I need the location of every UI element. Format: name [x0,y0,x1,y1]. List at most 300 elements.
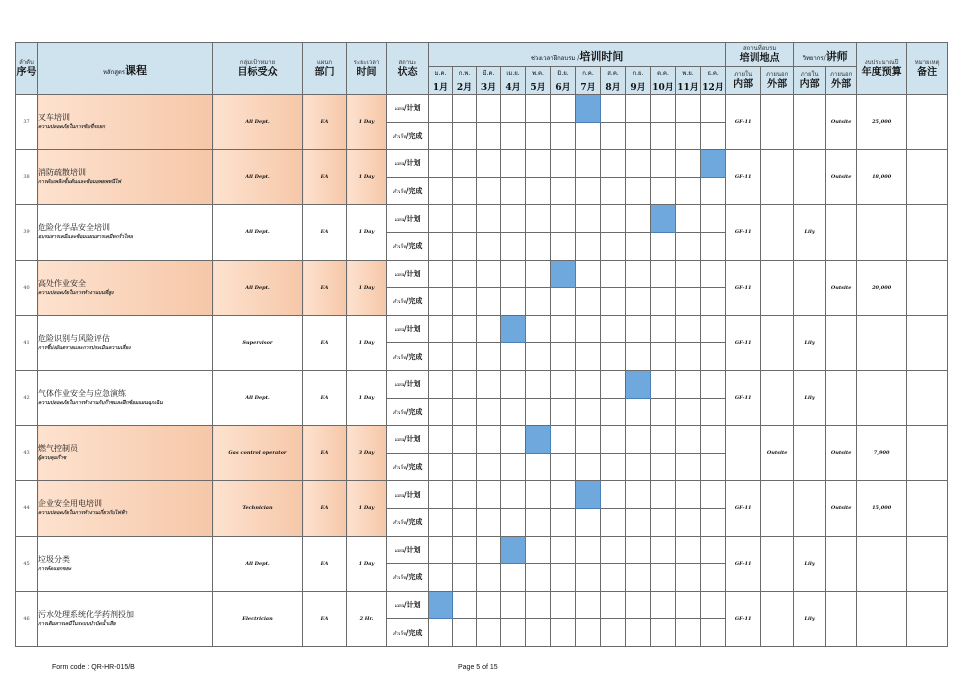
row-course [38,536,213,591]
plan-cell [429,481,453,509]
done-cell [526,232,551,260]
plan-mark [576,481,601,509]
row-course [38,481,213,536]
plan-cell [601,205,626,233]
header-month-2: ก.พ. 2月 [453,67,477,95]
status-done-cn: /完成 [405,572,423,582]
done-cell [651,619,676,647]
plan-cell [626,315,651,343]
done-cell [676,122,701,150]
plan-mark [501,536,526,564]
done-cell [676,619,701,647]
status-plan [387,481,429,509]
done-cell [651,288,676,316]
status-done-cn: /完成 [405,406,423,416]
header-course: หลักสูตร课程 [38,43,213,95]
header-lecturer: วิทยากร/讲师 [794,43,857,67]
done-cell [601,122,626,150]
plan-cell [526,315,551,343]
plan-cell [701,205,726,233]
plan-cell [701,481,726,509]
plan-cell [601,536,626,564]
done-cell [576,619,601,647]
plan-cell [676,150,701,178]
course-name-cn: 燃气控制员 [38,444,78,454]
done-cell [676,564,701,592]
status-done-th: สำเร็จ [392,630,406,637]
header-month-12: ธ.ค. 12月 [701,67,726,95]
done-cell [701,177,726,205]
row-course [38,260,213,315]
plan-cell [601,481,626,509]
row-seq: 40 [16,260,38,315]
plan-cell [626,591,651,619]
row-target: Supervisor [213,315,303,370]
done-cell [526,122,551,150]
row-target: All Dept. [213,95,303,150]
status-plan-cn: /计划 [404,213,421,223]
status-plan-th: แผน [394,216,404,223]
done-cell [477,564,501,592]
header-month-4: เม.ย. 4月 [501,67,526,95]
done-cell [701,288,726,316]
row-place-inner: GF-11 [726,260,761,315]
row-lecturer-inner: Lily [794,370,826,425]
done-cell [601,564,626,592]
row-budget: 15,000 [857,481,907,536]
status-plan-cn: /计划 [404,158,421,168]
row-lecturer-outer [826,315,857,370]
done-cell [651,232,676,260]
done-cell [651,564,676,592]
row-seq: 37 [16,95,38,150]
plan-cell [551,95,576,123]
plan-cell [429,150,453,178]
row-target: All Dept. [213,536,303,591]
form-code: Form code : QR-HR-015/B [52,664,135,671]
header-lecturer-outer: ภายนอก 外部 [826,67,857,95]
plan-cell [477,150,501,178]
done-cell [626,122,651,150]
plan-cell [501,370,526,398]
row-place-inner: GF-11 [726,536,761,591]
plan-cell [429,426,453,454]
plan-cell [453,260,477,288]
row-place-inner [726,426,761,481]
plan-cell [651,426,676,454]
done-cell [676,232,701,260]
plan-cell [626,205,651,233]
done-cell [676,398,701,426]
row-course [38,150,213,205]
plan-cell [701,315,726,343]
plan-cell [453,95,477,123]
page-number: Page 5 of 15 [458,664,498,671]
done-cell [551,619,576,647]
header-dept: แผนก 部门 [303,43,347,95]
plan-cell [453,591,477,619]
row-seq: 46 [16,591,38,646]
plan-cell [526,536,551,564]
status-done-th: สำเร็จ [392,133,406,140]
plan-cell [576,426,601,454]
row-target: Gas control operator [213,426,303,481]
plan-cell [453,536,477,564]
row-lecturer-outer [826,536,857,591]
row-place-outer [761,481,794,536]
training-plan-table [15,42,948,647]
plan-cell [676,315,701,343]
plan-cell [501,591,526,619]
row-target: All Dept. [213,150,303,205]
done-cell [576,453,601,481]
plan-cell [576,150,601,178]
plan-mark [501,315,526,343]
row-place-outer [761,150,794,205]
course-name-cn: 企业安全用电培训 [38,499,102,509]
done-cell [501,288,526,316]
plan-cell [429,370,453,398]
plan-cell [676,260,701,288]
plan-cell [477,481,501,509]
row-budget: 18,000 [857,150,907,205]
plan-cell [477,205,501,233]
done-cell [601,508,626,536]
plan-cell [676,536,701,564]
plan-cell [651,536,676,564]
header-training-place: สถานที่อบรม 培训地点 [726,43,794,67]
plan-cell [651,370,676,398]
row-place-outer [761,315,794,370]
plan-cell [501,150,526,178]
header-month-7: ก.ค. 7月 [576,67,601,95]
status-done-th: สำเร็จ [392,244,406,251]
done-cell [477,508,501,536]
plan-cell [576,205,601,233]
row-remark [907,481,948,536]
table-row [16,591,948,619]
done-cell [477,122,501,150]
status-plan-th: แผน [394,106,404,113]
status-plan-th: แผน [394,547,404,554]
status-done [387,177,429,205]
row-seq: 43 [16,426,38,481]
done-cell [701,343,726,371]
row-dept: EA [303,95,347,150]
course-name-th: อบรมสารเคมีและซ้อมแผนสารเคมีหกรั่วไหล [38,234,133,241]
done-cell [676,288,701,316]
header-place-inner: ภายใน 内部 [726,67,761,95]
header-budget: งบประมาณปี 年度预算 [857,43,907,95]
status-done-th: สำเร็จ [392,520,406,527]
row-remark [907,205,948,260]
status-plan-cn: /计划 [404,599,421,609]
done-cell [701,398,726,426]
status-plan [387,150,429,178]
row-dept: EA [303,260,347,315]
done-cell [551,343,576,371]
plan-cell [651,481,676,509]
done-cell [429,122,453,150]
status-done [387,232,429,260]
status-plan-cn: /计划 [404,489,421,499]
status-done [387,564,429,592]
plan-cell [551,370,576,398]
done-cell [576,564,601,592]
done-cell [429,508,453,536]
course-name-th: ความปลอดภัยในการขับขี่รถยก [38,124,106,131]
status-done [387,508,429,536]
plan-cell [477,315,501,343]
status-plan-th: แผน [394,161,404,168]
row-dept: EA [303,205,347,260]
done-cell [576,122,601,150]
plan-cell [601,426,626,454]
plan-cell [526,150,551,178]
plan-cell [701,95,726,123]
status-done-cn: /完成 [405,296,423,306]
done-cell [626,453,651,481]
header-time: ระยะเวลา 时间 [347,43,387,95]
done-cell [477,343,501,371]
done-cell [501,564,526,592]
plan-cell [477,260,501,288]
row-seq: 41 [16,315,38,370]
plan-cell [676,591,701,619]
row-place-inner: GF-11 [726,150,761,205]
plan-cell [601,95,626,123]
status-plan [387,536,429,564]
plan-cell [429,205,453,233]
course-name-th: การเติมสารเคมีในระบบบำบัดน้ำเสีย [38,620,116,627]
plan-cell [576,260,601,288]
done-cell [601,343,626,371]
row-time: 1 Day [347,205,387,260]
row-time: 1 Day [347,370,387,425]
row-course [38,95,213,150]
row-dept: EA [303,591,347,646]
row-dept: EA [303,536,347,591]
plan-cell [453,426,477,454]
header-month-8: ส.ค. 8月 [601,67,626,95]
row-course [38,591,213,646]
row-remark [907,150,948,205]
plan-mark [651,205,676,233]
plan-cell [626,95,651,123]
plan-cell [626,260,651,288]
row-lecturer-outer: Outsite [826,481,857,536]
done-cell [626,398,651,426]
done-cell [526,288,551,316]
row-budget [857,205,907,260]
status-plan-th: แผน [394,271,404,278]
row-lecturer-outer [826,205,857,260]
plan-cell [453,481,477,509]
row-lecturer-outer: Outsite [826,260,857,315]
plan-cell [601,150,626,178]
row-lecturer-inner [794,150,826,205]
status-done-th: สำเร็จ [392,575,406,582]
status-done [387,619,429,647]
row-lecturer-inner [794,481,826,536]
table-row [16,95,948,123]
done-cell [651,177,676,205]
header-training-period: ช่วงเวลาฝึกอบรม /培训时间 [429,43,726,67]
done-cell [526,177,551,205]
plan-cell [576,315,601,343]
done-cell [551,122,576,150]
row-dept: EA [303,370,347,425]
done-cell [453,398,477,426]
row-place-outer [761,260,794,315]
plan-cell [477,426,501,454]
row-dept: EA [303,150,347,205]
plan-cell [501,481,526,509]
done-cell [626,619,651,647]
plan-cell [701,260,726,288]
plan-mark [551,260,576,288]
plan-cell [477,591,501,619]
row-budget [857,315,907,370]
row-remark [907,370,948,425]
done-cell [453,288,477,316]
course-name-th: ผู้ควบคุมก๊าซ [38,455,67,462]
done-cell [526,619,551,647]
course-name-cn: 垃圾分类 [38,554,70,564]
course-name-th: การดับเพลิงขั้นต้นและซ้อมอพยพหนีไฟ [38,179,121,186]
status-done-cn: /完成 [405,186,423,196]
done-cell [651,508,676,536]
row-time: 1 Day [347,536,387,591]
status-plan-cn: /计划 [404,434,421,444]
status-plan-cn: /计划 [404,268,421,278]
course-name-cn: 消防疏散培训 [38,168,86,178]
status-done [387,288,429,316]
done-cell [477,232,501,260]
course-name-th: ความปลอดภัยในการทำงานบนที่สูง [38,289,114,296]
row-course [38,315,213,370]
done-cell [676,177,701,205]
course-name-th: การคัดแยกขยะ [38,565,72,572]
done-cell [701,453,726,481]
course-name-th: ความปลอดภัยในการทำงานเกี่ยวกับไฟฟ้า [38,510,128,517]
done-cell [453,177,477,205]
table-row [16,536,948,564]
done-cell [601,232,626,260]
done-cell [501,122,526,150]
plan-cell [601,370,626,398]
row-course [38,426,213,481]
done-cell [651,453,676,481]
plan-cell [453,150,477,178]
row-budget [857,591,907,646]
done-cell [601,288,626,316]
plan-cell [676,426,701,454]
header-month-9: ก.ย. 9月 [626,67,651,95]
status-plan [387,591,429,619]
plan-cell [501,205,526,233]
plan-cell [576,536,601,564]
row-lecturer-outer: Outsite [826,426,857,481]
status-plan [387,260,429,288]
plan-cell [429,536,453,564]
row-seq: 38 [16,150,38,205]
done-cell [551,398,576,426]
status-plan-cn: /计划 [404,544,421,554]
status-plan-cn: /计划 [404,379,421,389]
done-cell [429,453,453,481]
plan-cell [551,536,576,564]
done-cell [651,398,676,426]
done-cell [477,177,501,205]
header-remark: หมายเหตุ 备注 [907,43,948,95]
plan-cell [676,370,701,398]
plan-cell [526,95,551,123]
plan-cell [453,205,477,233]
header-target: กลุ่มเป้าหมาย 目标受众 [213,43,303,95]
plan-cell [676,481,701,509]
done-cell [453,122,477,150]
plan-cell [701,370,726,398]
row-time: 1 Day [347,481,387,536]
status-plan [387,315,429,343]
row-seq: 45 [16,536,38,591]
plan-cell [501,426,526,454]
status-done-cn: /完成 [405,241,423,251]
plan-cell [676,205,701,233]
row-time: 1 Day [347,315,387,370]
plan-cell [601,591,626,619]
status-done-th: สำเร็จ [392,354,406,361]
plan-cell [701,536,726,564]
status-done [387,122,429,150]
plan-cell [651,315,676,343]
plan-cell [651,95,676,123]
status-done-cn: /完成 [405,517,423,527]
plan-cell [453,315,477,343]
done-cell [429,398,453,426]
done-cell [429,343,453,371]
plan-cell [601,260,626,288]
row-target: All Dept. [213,370,303,425]
status-done-cn: /完成 [405,627,423,637]
table-row [16,315,948,343]
done-cell [626,564,651,592]
table-row [16,205,948,233]
row-place-inner: GF-11 [726,205,761,260]
status-plan [387,370,429,398]
plan-cell [429,95,453,123]
done-cell [601,453,626,481]
row-place-inner: GF-11 [726,591,761,646]
row-lecturer-inner: Lily [794,591,826,646]
plan-cell [576,370,601,398]
table-row [16,370,948,398]
row-lecturer-inner [794,95,826,150]
status-plan-th: แผน [394,382,404,389]
row-budget: 20,000 [857,260,907,315]
row-course [38,370,213,425]
status-done [387,453,429,481]
status-done-cn: /完成 [405,130,423,140]
plan-cell [651,591,676,619]
plan-cell [429,315,453,343]
done-cell [651,343,676,371]
row-remark [907,315,948,370]
status-plan [387,426,429,454]
row-lecturer-inner [794,260,826,315]
done-cell [626,343,651,371]
